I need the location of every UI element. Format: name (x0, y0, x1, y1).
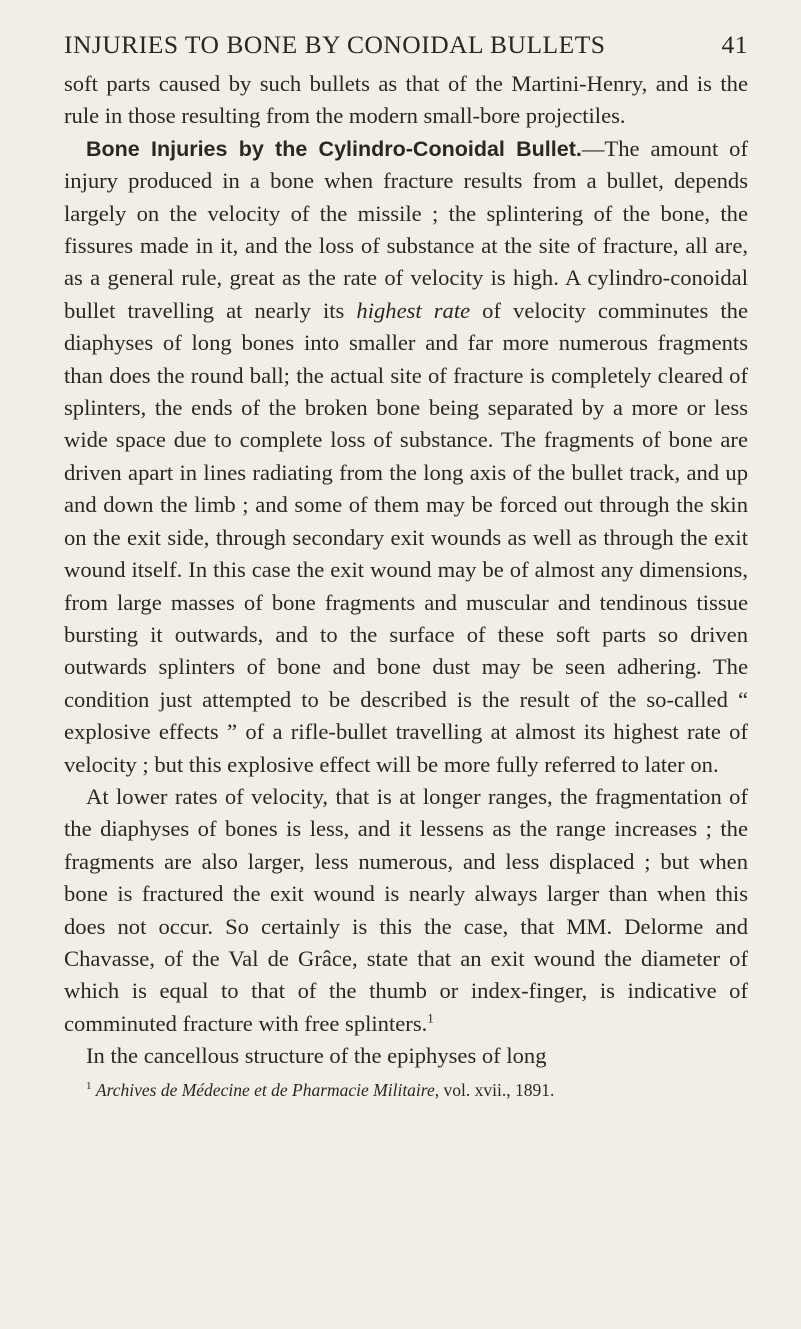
paragraph-bone-injuries (64, 133, 748, 781)
footnote-mark: 1 (86, 1079, 92, 1092)
running-head (64, 28, 748, 62)
chapter-title: INJURIES TO BONE BY CONOIDAL BULLETS (64, 30, 606, 59)
footnote-source-title: Archives de Médecine et de Pharmacie Militaire (95, 1079, 435, 1100)
body-text (64, 68, 748, 1073)
paragraph-cancellous: In the cancellous structure of the epiphyses of long (86, 1043, 547, 1069)
book-page (64, 28, 748, 1101)
page-number: 41 (721, 30, 748, 59)
footnote-reference[interactable]: 1 (427, 1010, 434, 1026)
paragraph-text: of velocity comminutes the diaphyses of long bones into smaller and far more numerous fragments than does the round ball; the actual site of fracture is completely cleared of splinters, the ends of the broken bone being separated by a more or less wide space due to complete loss of substance. The fragments of bone are driven apart in lines radiating from the long axis of the bullet track, and up and down the limb ; and some of them may be forced out through the skin on the exit side, through secondary exit wounds as well as through the exit wound itself. In this case the exit wound may be of almost any dimensions, from large masses of bone fragments and muscular and tendinous tissue bursting it outwards, and to the surface of these soft parts so driven outwards splinters of bone and bone dust may be seen adhering. The condition just attempted to be described is the result of the so-called “ explosive effects ” of a rifle-bullet travelling at almost its highest rate of velocity ; but this explosive effect will be more fully referred to later on. (64, 297, 748, 777)
emphasis-text: highest rate (356, 297, 471, 323)
footnote-text: , vol. xvii., 1891. (434, 1079, 555, 1100)
paragraph-continued: soft parts caused by such bullets as that of the Martini-Henry, and is the rule in those resulting from the modern small-bore projectiles. (64, 71, 748, 129)
paragraph-text: —The amount of injury produced in a bone when fracture results from a bullet, depends largely on the velocity of the missile ; the splintering of the bone, the fissures made in it, and the loss of substance at the site of fracture, all are, as a general rule, great as the rate of velocity is high. A cylindro-conoidal bullet travelling at nearly its (64, 135, 748, 323)
footnote (64, 1079, 748, 1101)
paragraph-lower-rates (64, 781, 748, 1040)
section-heading: Bone Injuries by the Cylindro-Conoidal Bullet. (86, 136, 582, 161)
paragraph-text: At lower rates of velocity, that is at longer ranges, the fragmentation of the diaphyses of bones is less, and it lessens as the range increases ; the fragments are also larger, less numerous, and less displaced ; but when bone is fractured the exit wound is nearly always larger than when this does not occur. So certainly is this the case, that MM. Delorme and Chavasse, of the Val de Grâce, state that an exit wound the diameter of which is equal to that of the thumb or index-finger, is indicative of comminuted fracture with free splinters. (64, 783, 748, 1036)
